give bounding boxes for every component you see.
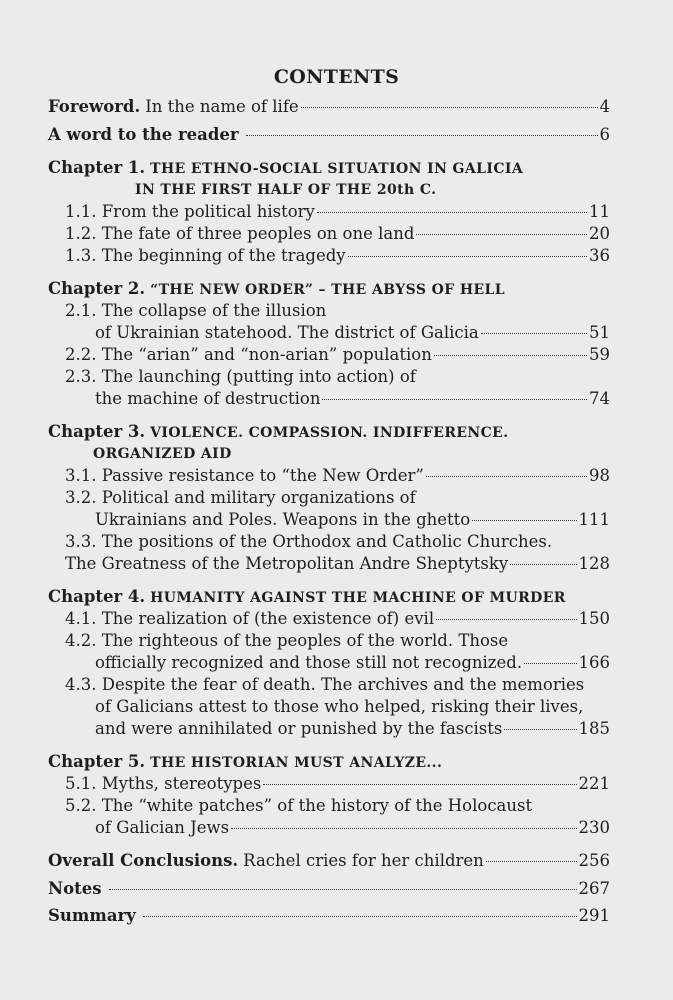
chapter-label: Chapter 2. [48, 279, 146, 298]
page-number: 98 [589, 466, 610, 485]
entry-text: 3.3. The positions of the Orthodox and Catholic Churches. [65, 532, 553, 551]
entry-text: 3.2. Political and military organizations of [65, 488, 416, 507]
entry-bold: Summary [48, 906, 136, 925]
toc-entry-overall-conclusions[interactable] [48, 850, 610, 872]
toc-entry-word-to-reader[interactable] [48, 124, 610, 146]
dot-leader [434, 355, 587, 356]
toc-section-2-3[interactable] [65, 366, 610, 388]
chapter-title: IN THE FIRST HALF OF THE 20th C. [135, 182, 437, 198]
entry-bold: Foreword. [48, 97, 141, 116]
toc-chapter-5[interactable] [48, 751, 610, 774]
toc-section-1-3[interactable] [65, 245, 610, 267]
toc-section-2-2[interactable] [65, 344, 610, 366]
dot-leader [426, 476, 587, 477]
dot-leader [348, 256, 587, 257]
dot-leader [486, 861, 577, 862]
page-number: 4 [599, 97, 610, 116]
entry-text: In the name of life [145, 97, 299, 116]
page-number: 36 [589, 246, 610, 265]
chapter-title: THE HISTORIAN MUST ANALYZE... [150, 755, 443, 771]
page-number: 51 [589, 323, 610, 342]
entry-text: Ukrainians and Poles. Weapons in the ghetto [95, 510, 471, 529]
page-number: 150 [578, 609, 610, 628]
dot-leader [143, 916, 577, 917]
chapter-title: HUMANITY AGAINST THE MACHINE OF MURDER [150, 590, 566, 606]
toc-chapter-4[interactable] [48, 586, 610, 609]
chapter-label: Chapter 3. [48, 422, 146, 441]
chapter-title: THE ETHNO-SOCIAL SITUATION IN GALICIA [150, 161, 524, 177]
page-number: 291 [578, 906, 610, 925]
dot-leader [322, 399, 587, 400]
entry-text: officially recognized and those still not recognized. [95, 653, 523, 672]
entry-text: 4.1. The realization of (the existence of) evil [65, 609, 435, 628]
entry-text: Rachel cries for her children [243, 851, 484, 870]
toc-section-3-1[interactable] [65, 465, 610, 487]
toc-section-4-3-cont[interactable] [95, 696, 610, 718]
entry-text: 1.3. The beginning of the tragedy [65, 246, 346, 265]
page-number: 6 [599, 125, 610, 144]
toc-section-4-3[interactable] [65, 674, 610, 696]
chapter-label: Chapter 1. [48, 158, 146, 177]
dot-leader [472, 520, 576, 521]
dot-leader [231, 828, 576, 829]
entry-text: the machine of destruction [95, 389, 321, 408]
toc-section-4-2-cont[interactable] [95, 652, 610, 674]
page-number: 111 [578, 510, 610, 529]
page-number: 267 [578, 879, 610, 898]
toc-section-5-2-cont[interactable] [95, 817, 610, 839]
chapter-title: “THE NEW ORDER” – THE ABYSS OF HELL [150, 282, 506, 298]
toc-chapter-3[interactable] [48, 421, 610, 444]
toc-entry-foreword[interactable] [48, 96, 610, 118]
dot-leader [109, 889, 577, 890]
entry-text: 2.3. The launching (putting into action) of [65, 367, 416, 386]
page-number: 20 [589, 224, 610, 243]
dot-leader [504, 729, 576, 730]
entry-text: 5.2. The “white patches” of the history of the Holocaust [65, 796, 533, 815]
entry-text: of Ukrainian statehood. The district of Galicia [95, 323, 479, 342]
entry-text: 4.2. The righteous of the peoples of the world. Those [65, 631, 509, 650]
toc-section-3-2-cont[interactable] [95, 509, 610, 531]
dot-leader [510, 564, 576, 565]
dot-leader [416, 234, 587, 235]
toc-chapter-2[interactable] [48, 278, 610, 301]
page-number: 221 [578, 774, 610, 793]
chapter-label: Chapter 5. [48, 752, 146, 771]
page-number: 59 [589, 345, 610, 364]
toc-chapter-3-title-cont [93, 443, 610, 465]
chapter-title: ORGANIZED AID [93, 446, 232, 462]
toc-section-3-3[interactable] [65, 531, 610, 553]
dot-leader [524, 663, 576, 664]
chapter-label: Chapter 4. [48, 587, 146, 606]
toc-section-2-1-cont[interactable] [95, 322, 610, 344]
entry-bold: Notes [48, 879, 102, 898]
toc-section-3-2[interactable] [65, 487, 610, 509]
entry-text: 2.2. The “arian” and “non-arian” population [65, 345, 432, 364]
toc-entry-notes[interactable] [48, 878, 610, 900]
toc-section-2-1[interactable] [65, 300, 610, 322]
page-number: 74 [589, 389, 610, 408]
page-number: 230 [578, 818, 610, 837]
page-number: 128 [578, 554, 610, 573]
toc-section-2-3-cont[interactable] [95, 388, 610, 410]
toc-section-4-1[interactable] [65, 608, 610, 630]
entry-text: The Greatness of the Metropolitan Andre Sheptytsky [65, 554, 509, 573]
page-number: 256 [578, 851, 610, 870]
chapter-title: VIOLENCE. COMPASSION. INDIFFERENCE. [150, 425, 509, 441]
entry-text: 5.1. Myths, stereotypes [65, 774, 262, 793]
toc-section-5-2[interactable] [65, 795, 610, 817]
dot-leader [436, 619, 576, 620]
entry-text: 2.1. The collapse of the illusion [65, 301, 327, 320]
entry-text: 1.2. The fate of three peoples on one land [65, 224, 415, 243]
dot-leader [263, 784, 576, 785]
page-title: CONTENTS [273, 66, 400, 88]
entry-bold: Overall Conclusions. [48, 851, 239, 870]
toc-section-4-3-cont2[interactable] [95, 718, 610, 740]
entry-text: and were annihilated or punished by the fascists [95, 719, 503, 738]
toc-chapter-1[interactable] [48, 157, 610, 180]
page-number: 11 [589, 202, 610, 221]
page-number: 166 [578, 653, 610, 672]
toc-section-4-2[interactable] [65, 630, 610, 652]
dot-leader [317, 212, 587, 213]
page-number: 185 [578, 719, 610, 738]
entry-text: 1.1. From the political history [65, 202, 315, 221]
entry-text: of Galician Jews [95, 818, 230, 837]
dot-leader [481, 333, 587, 334]
toc-chapter-1-title-cont [135, 179, 610, 201]
entry-text: 3.1. Passive resistance to “the New Order” [65, 466, 424, 485]
dot-leader [301, 107, 598, 108]
toc-section-3-3-cont[interactable] [65, 553, 610, 575]
toc-section-5-1[interactable] [65, 773, 610, 795]
entry-text: 4.3. Despite the fear of death. The archives and the memories [65, 675, 585, 694]
entry-text: of Galicians attest to those who helped, risking their lives, [95, 697, 584, 716]
toc-section-1-1[interactable] [65, 201, 610, 223]
toc-entry-summary[interactable] [48, 905, 610, 927]
entry-bold: A word to the reader [48, 125, 239, 144]
dot-leader [246, 135, 598, 136]
toc-section-1-2[interactable] [65, 223, 610, 245]
